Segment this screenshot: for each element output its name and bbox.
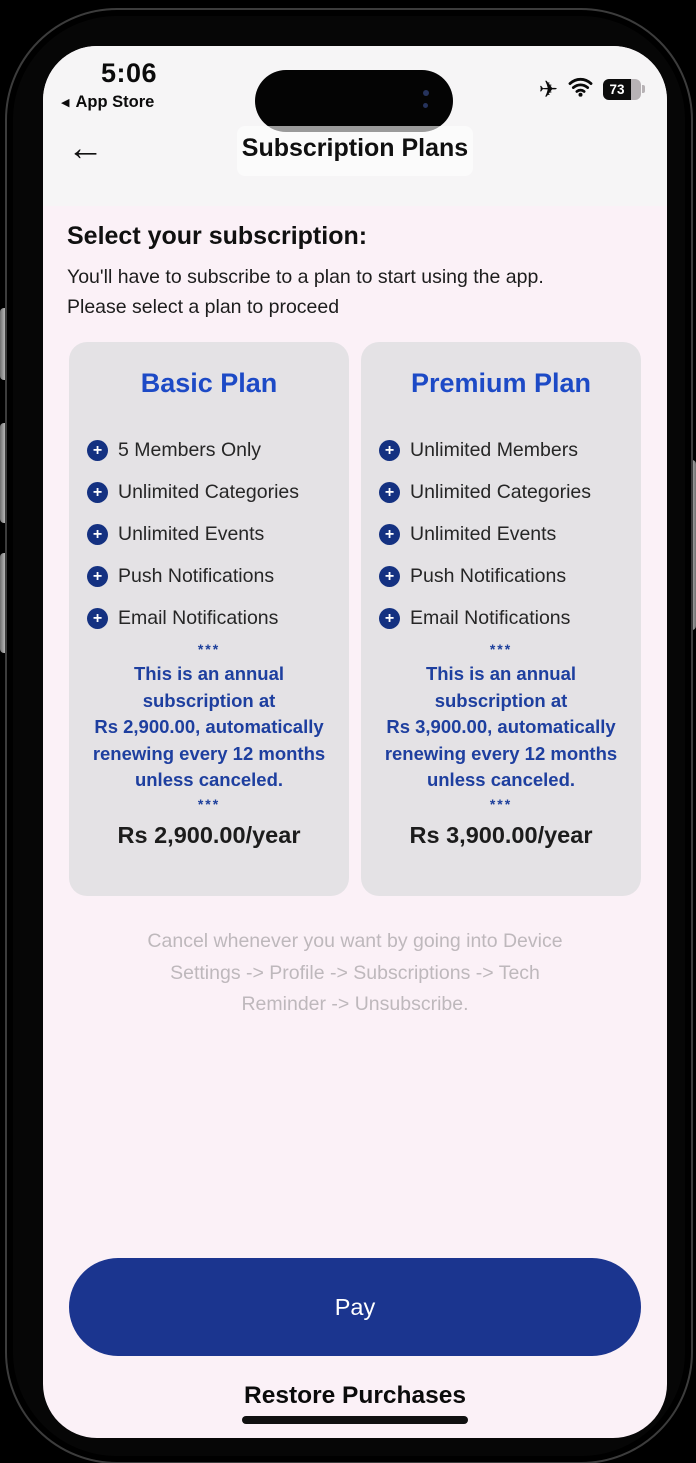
feature-row <box>87 597 339 639</box>
feature-row <box>87 513 339 555</box>
plus-icon: + <box>87 440 108 461</box>
battery-remainder <box>631 79 641 100</box>
phone-frame <box>5 8 693 1463</box>
plan-price: Rs 3,900.00/year <box>409 821 593 848</box>
plus-icon: + <box>379 608 400 629</box>
feature-row <box>87 471 339 513</box>
battery-nub <box>642 85 645 93</box>
annual-note-line: renewing every 12 months <box>384 742 618 764</box>
annual-note-line: This is an annual <box>133 663 285 684</box>
feature-label: 5 Members Only <box>118 438 262 461</box>
section-heading: Select your subscription: <box>67 222 368 250</box>
plus-icon: + <box>379 440 400 461</box>
feature-row <box>379 555 631 597</box>
feature-label: Unlimited Members <box>410 438 578 461</box>
status-time: 5:06 <box>100 58 158 88</box>
annual-note-line: This is an annual <box>425 663 577 684</box>
feature-label: Email Notifications <box>410 606 571 629</box>
cancel-instructions <box>43 926 667 1021</box>
separator-stars: *** <box>489 795 513 812</box>
home-indicator <box>242 1416 468 1424</box>
feature-label: Unlimited Events <box>410 522 557 545</box>
basic-plan-card[interactable] <box>69 342 349 896</box>
cancel-instructions-line: Settings -> Profile -> Subscriptions -> Tech <box>170 961 540 984</box>
description-line: You'll have to subscribe to a plan to start using the app. <box>67 266 544 288</box>
status-icons <box>539 76 645 102</box>
plus-icon: + <box>87 482 108 503</box>
feature-label: Push Notifications <box>410 564 567 587</box>
section-description <box>67 262 544 322</box>
annual-note-line: unless canceled. <box>426 769 576 790</box>
previous-app-label: App Store <box>75 93 155 111</box>
camera-icon <box>423 103 428 108</box>
cancel-instructions-line: Cancel whenever you want by going into Device <box>147 930 563 952</box>
annual-note-line: subscription at <box>142 689 276 711</box>
battery-icon <box>603 79 645 100</box>
plan-price: Rs 2,900.00/year <box>117 821 301 848</box>
page-title: Subscription Plans <box>241 134 469 162</box>
annual-note-line: Rs 3,900.00, automatically <box>386 716 616 737</box>
feature-row <box>379 471 631 513</box>
plus-icon: + <box>87 524 108 545</box>
feature-label: Push Notifications <box>118 564 275 587</box>
feature-label: Unlimited Categories <box>410 480 591 503</box>
plan-title: Premium Plan <box>410 368 592 398</box>
feature-list <box>87 429 339 639</box>
airplane-mode-icon: ✈ <box>538 75 558 102</box>
cancel-instructions-line: Reminder -> Unsubscribe. <box>241 993 469 1015</box>
annual-note-line: subscription at <box>434 689 568 711</box>
feature-row <box>379 513 631 555</box>
feature-row <box>379 597 631 639</box>
feature-label: Unlimited Events <box>118 522 265 545</box>
annual-note-line: unless canceled. <box>134 769 284 790</box>
annual-subscription-note <box>371 661 631 794</box>
wifi-icon <box>567 76 594 102</box>
feature-label: Email Notifications <box>118 606 279 629</box>
plus-icon: + <box>379 524 400 545</box>
annual-note-line: Rs 2,900.00, automatically <box>94 716 324 737</box>
plus-icon: + <box>87 566 108 587</box>
restore-purchases-button[interactable]: Restore Purchases <box>244 1382 466 1409</box>
separator-stars: *** <box>197 641 221 657</box>
return-to-app-store[interactable] <box>61 93 154 112</box>
battery-level: 73 <box>603 79 631 100</box>
plan-cards <box>69 342 641 896</box>
feature-list <box>379 429 631 639</box>
feature-row <box>87 429 339 471</box>
feature-label: Unlimited Categories <box>118 480 299 503</box>
description-line: Please select a plan to proceed <box>67 296 340 318</box>
plus-icon: + <box>87 608 108 629</box>
plus-icon: + <box>379 566 400 587</box>
separator-stars: *** <box>489 641 513 657</box>
screen <box>43 46 667 1438</box>
annual-subscription-note <box>79 661 339 794</box>
annual-note-line: renewing every 12 months <box>92 742 326 764</box>
pay-button[interactable]: Pay <box>69 1258 641 1356</box>
dynamic-island <box>255 70 453 132</box>
back-chevron-icon: ◀ <box>61 97 70 109</box>
plan-title: Basic Plan <box>140 368 278 398</box>
feature-row <box>379 429 631 471</box>
back-arrow-icon[interactable]: ← <box>67 127 104 168</box>
plus-icon: + <box>379 482 400 503</box>
feature-row <box>87 555 339 597</box>
camera-icon <box>423 90 429 96</box>
separator-stars: *** <box>197 795 221 812</box>
premium-plan-card[interactable] <box>361 342 641 896</box>
